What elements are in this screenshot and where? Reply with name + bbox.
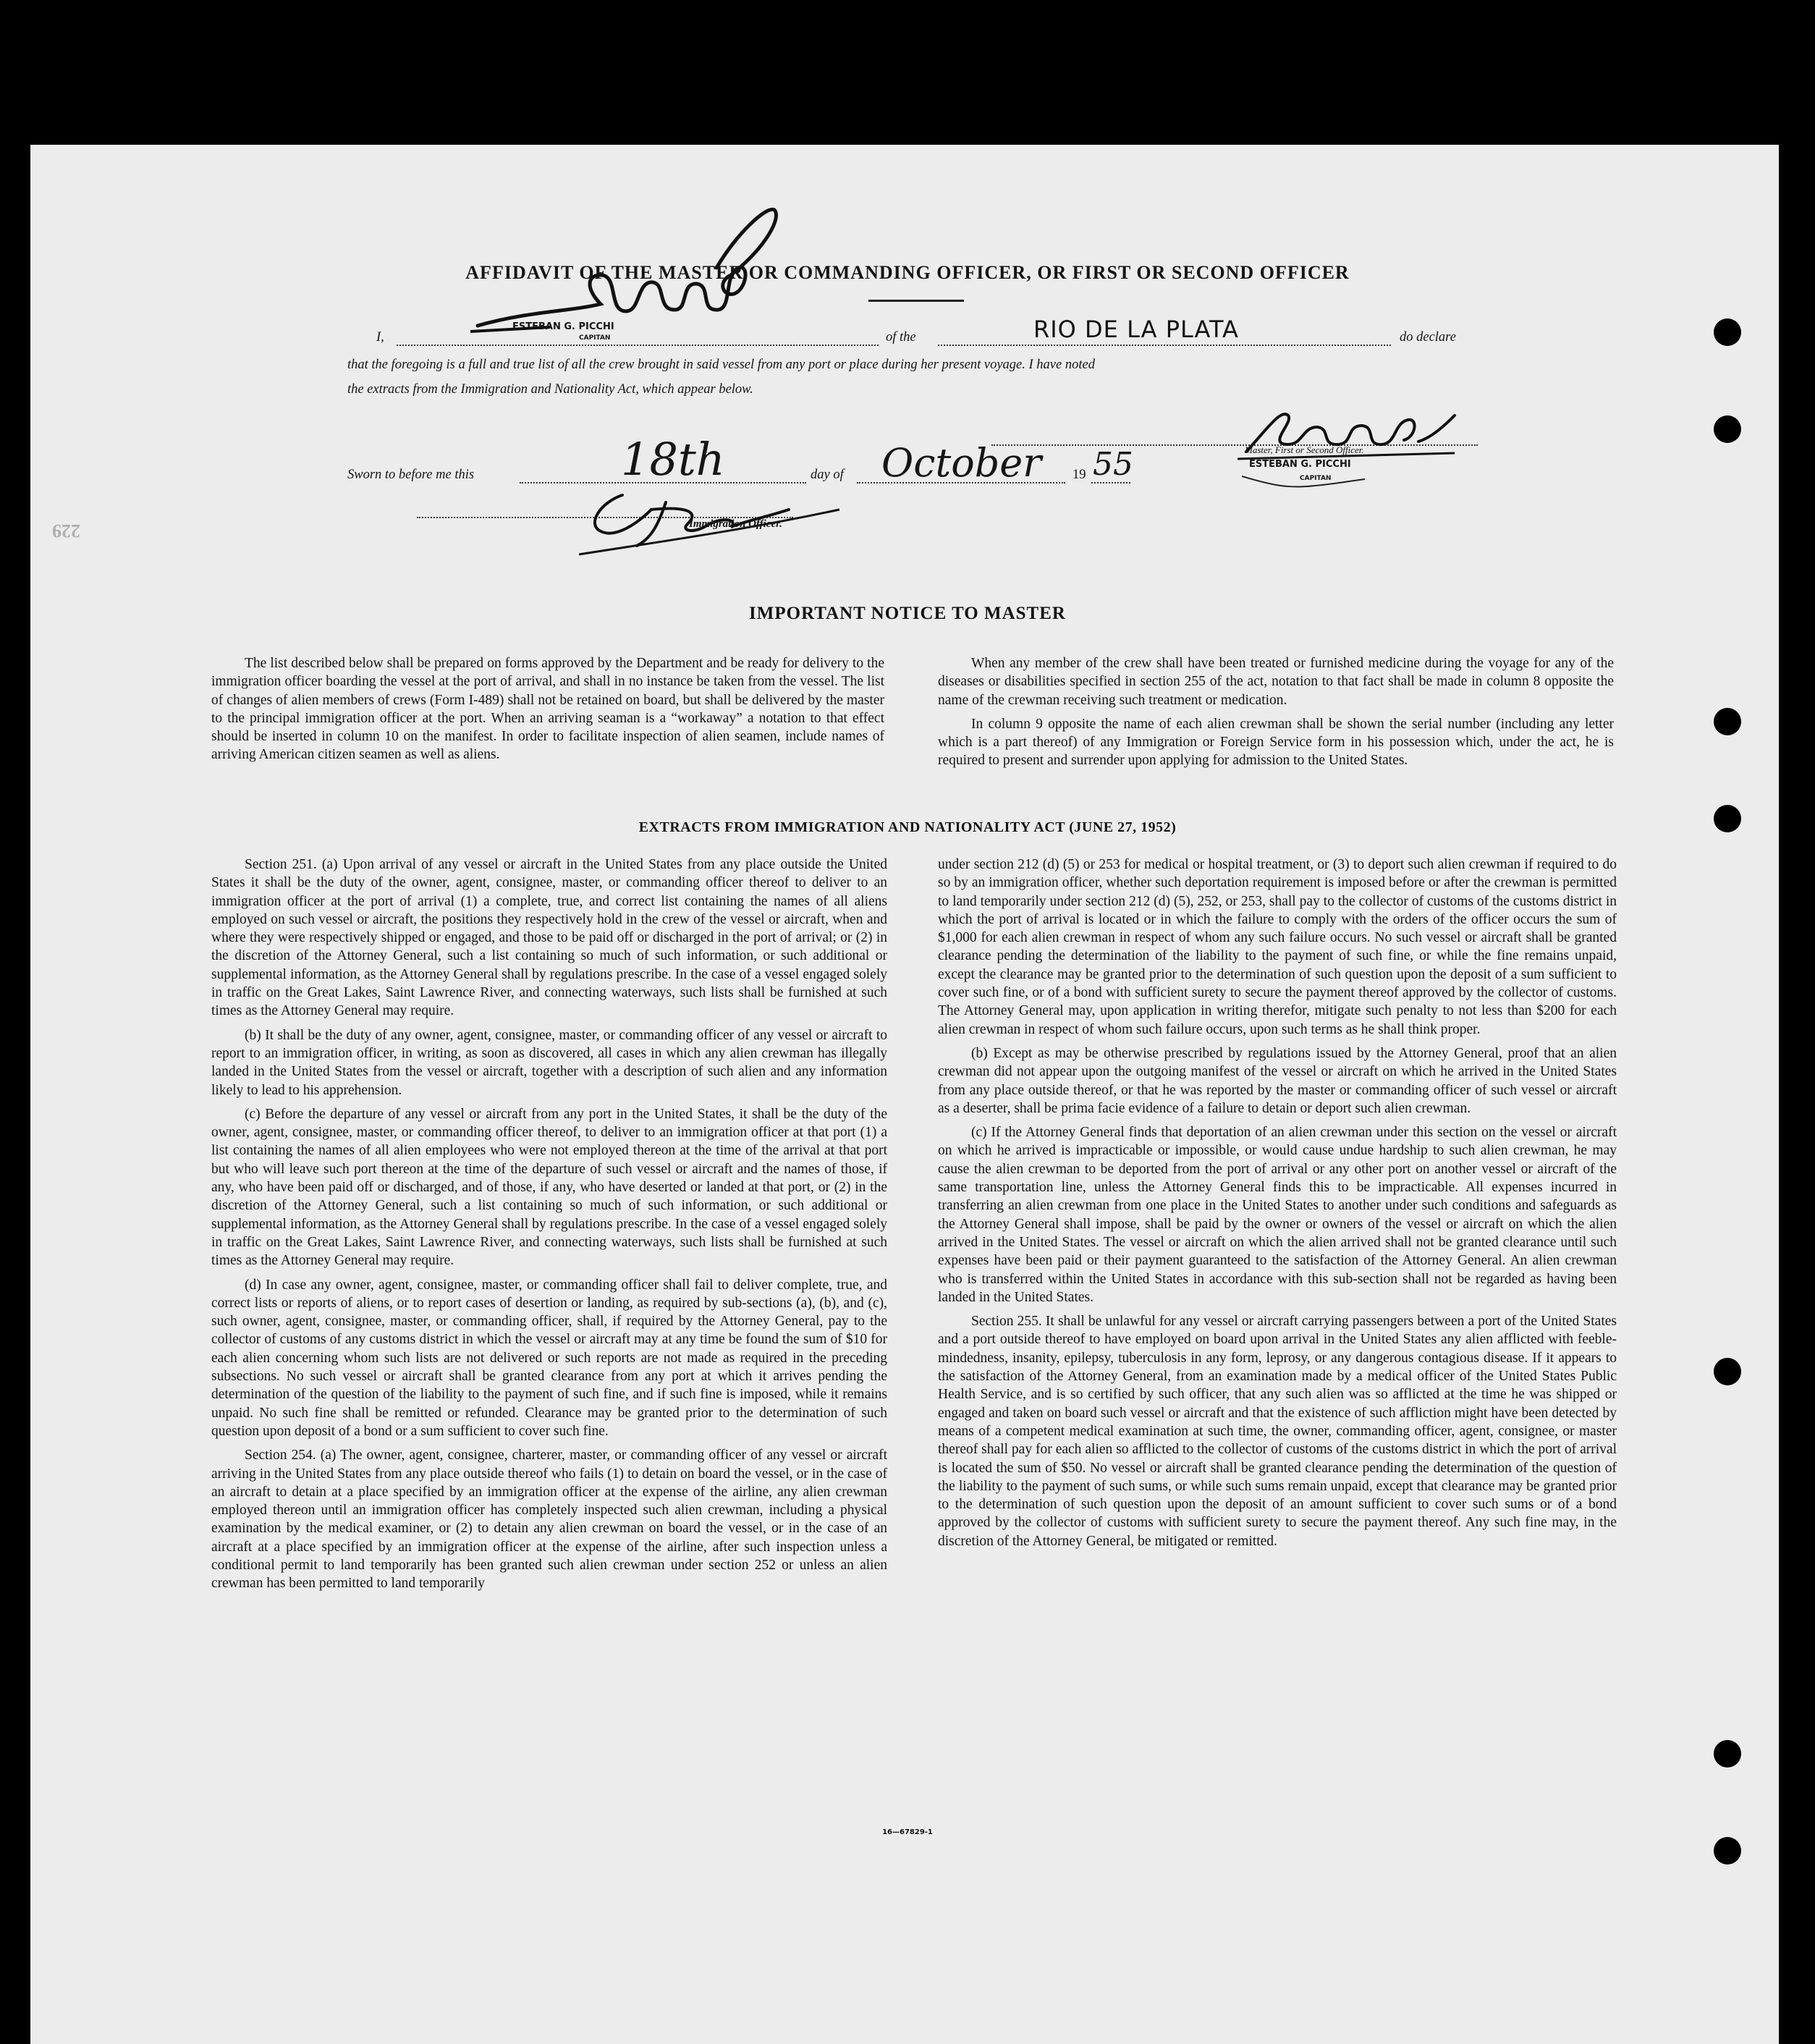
- notice-right-column: [938, 654, 1614, 776]
- declaration-line-2: the extracts from the Immigration and Nationality Act, which appear below.: [347, 382, 753, 397]
- declarant-stamp: ESTEBAN G. PICCHI: [512, 321, 614, 332]
- extracts-right-column: [938, 856, 1617, 1556]
- master-signature: [1238, 401, 1469, 466]
- extracts-left-column: [211, 856, 887, 1599]
- declarant-rank: CAPITAN: [579, 334, 611, 342]
- section-254a: Section 254. (a) The owner, agent, consignee, charterer, master, or commanding officer of any vessel or aircraft arriving in the United States from any place outside thereof who fails (1) to detain on board the vessel, or in the case of an aircraft to detain at a place specified by an immigration officer at the expense of the airline, any alien crewman employed thereon until an immigration officer has completely inspected such alien crewman, including a physical examination by the medical examiner, or (2) to detain any alien crewman on board the vessel, or in the case of an aircraft at a place specified by an immigration officer at the expense of the airline, after such inspection unless a conditional permit to land temporarily has been granted such alien crewman under section 252 or unless an alien crewman has been permitted to land temporarily: [211, 1448, 887, 1592]
- vessel-name: RIO DE LA PLATA: [1033, 316, 1239, 343]
- of-the-label: of the: [886, 330, 916, 345]
- section-251a: Section 251. (a) Upon arrival of any vessel or aircraft in the United States from any place outside the United States it shall be the duty of the owner, agent, consignee, master, or commanding officer thereof to deliver to an immigration officer at the port of arrival (1) a complete, true, and correct list containing the names of all aliens employed on such vessel or aircraft, the positions they respectively hold in the crew of the vessel or aircraft, when and where they were respectively shipped or engaged, and those to be paid off or discharged in the port of arrival; or (2) in the discretion of the Attorney General, such a list containing so much of such information, or such additional or supplemental information, as the Attorney General shall by regulations prescribe. In the case of a vessel engaged solely in traffic on the Great Lakes, Saint Lawrence River, and connecting waterways, such lists shall be furnished at such times as the Attorney General may require.: [211, 857, 887, 1019]
- bleed-through-number: 229: [52, 520, 80, 541]
- binder-hole: [1714, 318, 1741, 346]
- section-251b: (b) It shall be the duty of any owner, agent, consignee, master, or commanding officer of any vessel or aircraft to report to an immigration officer, in writing, as soon as discovered, all cases in which any alien crewman has illegally landed in the United States from the vessel or aircraft, together with a description of such alien and any information likely to lead to his apprehension.: [211, 1027, 887, 1098]
- section-254b: (b) Except as may be otherwise prescribed by regulations issued by the Attorney General, proof that an alien crewman did not appear upon the outgoing manifest of the vessel or aircraft on which he arrived in the United States from any place outside thereof, or that he was reported by the master or commanding officer of such vessel or aircraft as a deserter, shall be prima facie evidence of a failure to detain or deport such alien crewman.: [938, 1045, 1617, 1116]
- affidavit-i-label: I,: [376, 330, 384, 345]
- notice-left-column: [211, 654, 884, 770]
- day-of-label: day of: [811, 468, 844, 482]
- do-declare-label: do declare: [1400, 330, 1456, 345]
- sworn-day: 18th: [621, 433, 725, 486]
- binder-hole: [1714, 1837, 1741, 1864]
- section-251d: (d) In case any owner, agent, consignee, master, or commanding officer shall fail to deliver complete, true, and correct lists or reports of aliens, or to report cases of desertion or landing, as required by sub-sections (a), (b), and (c), such owner, agent, consignee, master, or commanding officer, shall, if required by the Attorney General, pay to the collector of customs of any customs district in which the vessel or aircraft may at any time be found the sum of $10 for each alien concerning whom such lists are not delivered or such reports are not made as required in the preceding subsections. No such vessel or aircraft shall be granted clearance from any port at which it arrives pending the determination of the question of the liability to the payment of such fine, and if such fine is imposed, while it remains unpaid. No such fine shall be remitted or refunded. Clearance may be granted prior to the determination of such question upon deposit of a bond or a sum sufficient to cover such fine.: [211, 1277, 887, 1439]
- section-254c: (c) If the Attorney General finds that deportation of an alien crewman under this section on the vessel or aircraft on which he arrived is impracticable or impossible, or would cause undue hardship to such alien crewman, he may cause the alien crewman to be deported from the port of arrival or any other port on another vessel or aircraft of the same transportation line, unless the Attorney General finds this to be impracticable. All expenses incurred in transferring an alien crewman from one place in the United States to another under such conditions and safeguards as the Attorney General shall impose, shall be paid by the owner or owners of the vessel or aircraft on which the alien arrived in the United States. The vessel or aircraft on which the alien arrived shall not be granted clearance until such expenses have been paid or their payment guaranteed to the satisfaction of the Attorney General. An alien crewman who is transferred within the United States in accordance with this sub-section shall not be regarded as having been landed in the United States.: [938, 1125, 1617, 1305]
- affidavit-title: AFFIDAVIT OF THE MASTER OR COMMANDING OFFICER, OR FIRST OR SECOND OFFICER: [465, 262, 1350, 283]
- section-255: Section 255. It shall be unlawful for any vessel or aircraft carrying passengers between a port of the United States and a port outside thereof to have employed on board upon arrival in the United States any alien afflicted with feeble-mindedness, insanity, epilepsy, tuberculosis in any form, leprosy, or any dangerous contagious disease. If it appears to the satisfaction of the Attorney General, from an examination made by a medical officer of the United States Public Health Service, and is so certified by such officer, that any such alien was so afflicted at the time he was shipped or engaged and taken on board such vessel or aircraft and that the existence of such affliction might have been detected by means of a competent medical examination at such time, the owner, commanding officer, agent, consignee, or master thereof shall pay for each alien so afflicted to the collector of customs of the customs district in which the port of arrival is located the sum of $50. No vessel or aircraft shall be granted clearance pending the determination of the question of the liability to the payment of such sums, or while such sums remain unpaid, except that clearance may be granted prior to the determination of such question upon the deposit of an amount sufficient to cover such sums or of a bond approved by the collector of customs with sufficient surety to secure the payment thereof. Any such fine may, in the discretion of the Attorney General, be mitigated or remitted.: [938, 1314, 1617, 1549]
- section-251c: (c) Before the departure of any vessel or aircraft from any port in the United States, it shall be the duty of the owner, agent, consignee, master, or commanding officer thereof, to deliver to an immigration officer at that port (1) a list containing the names of all alien employees who were not employed thereon at the time of the arrival at that port but who will leave such port thereon at the time of the departure of such vessel or aircraft and the names of those, if any, who have been paid off or discharged, and of those, if any, who have deserted or landed at that port, or (2) in the discretion of the Attorney General, such a list containing so much of such information, or such additional or supplemental information, as the Attorney General shall by regulations prescribe. In the case of a vessel engaged solely in traffic on the Great Lakes, Saint Lawrence River, and connecting waterways, such lists shall be furnished at such times as the Attorney General may require.: [211, 1106, 887, 1269]
- vessel-name-line: [938, 345, 1391, 346]
- binder-hole: [1714, 415, 1741, 443]
- master-stamp-underline: [1242, 470, 1372, 492]
- master-caption: Master, First or Second Officer.: [1245, 444, 1364, 455]
- binder-hole: [1714, 1740, 1741, 1768]
- notice-title: IMPORTANT NOTICE TO MASTER: [749, 604, 1066, 623]
- year-prefix: 19: [1072, 468, 1086, 482]
- form-code: 16—67829-1: [882, 1828, 933, 1836]
- extracts-title: EXTRACTS FROM IMMIGRATION AND NATIONALITY ACT (JUNE 27, 1952): [638, 819, 1177, 835]
- notice-paragraph: The list described below shall be prepared on forms approved by the Department and be ready for delivery to the immigration officer boarding the vessel at the port of arrival, and shall in no instance be taken from the vessel. The list of changes of alien members of crews (Form I-489) shall not be retained on board, but shall be delivered by the master to the principal immigration officer at the port. When an arriving seaman is a “workaway” a notation to that effect should be inserted in column 10 on the manifest. In order to facilitate inspection of alien seamen, include names of arriving American citizen seamen as well as aliens.: [211, 656, 884, 763]
- notice-paragraph: In column 9 opposite the name of each alien crewman shall be shown the serial number (including any letter which is a part thereof) of any Immigration or Foreign Service form in his possession which, under the act, he is required to present and surrender upon applying for admission to the United States.: [938, 716, 1614, 769]
- master-stamp-rank: CAPITAN: [1300, 475, 1332, 482]
- immigration-officer-caption: Immigration Officer.: [689, 518, 782, 530]
- binder-hole: [1714, 1358, 1741, 1385]
- notice-paragraph: When any member of the crew shall have been treated or furnished medicine during the voyage for any of the diseases or disabilities specified in section 255 of the act, notation to that fact shall be made in column 8 opposite the name of the crewman receiving such treatment or medication.: [938, 656, 1614, 708]
- sworn-month: October: [881, 440, 1042, 486]
- declaration-line-1: that the foregoing is a full and true list of all the crew brought in said vessel from any port or place during her present voyage. I have noted: [347, 358, 1095, 372]
- section-254a-continued: under section 212 (d) (5) or 253 for medical or hospital treatment, or (3) to deport such alien crewman if required to do so by an immigration officer, whether such deportation requirement is imposed before or after the crewman is permitted to land temporarily under section 212 (d) (5), 252, or 253, shall pay to the collector of customs of the customs district in which the port of arrival is located or in which the failure to comply with the orders of the officer occurs the sum of $1,000 for each alien crewman in respect of whom any such failure occurs. No such vessel or aircraft shall be granted clearance pending the determination of the liability to the payment of such fine, or while the fine remains unpaid, except the clearance may be granted prior to the determination of such question upon the deposit of a sum sufficient to cover such fine, or of a bond with sufficient surety to secure the payment thereof approved by the collector of customs. The Attorney General may, upon application in writing therefor, mitigate such penalty to not less than $200 for each alien crewman in respect of whom such failure occurs, upon such terms as he shall think proper.: [938, 857, 1617, 1037]
- sworn-label: Sworn to before me this: [347, 468, 475, 482]
- sworn-year: 55: [1093, 446, 1133, 483]
- title-rule: [868, 300, 964, 302]
- binder-hole: [1714, 708, 1741, 735]
- master-stamp: ESTEBAN G. PICCHI: [1249, 459, 1351, 470]
